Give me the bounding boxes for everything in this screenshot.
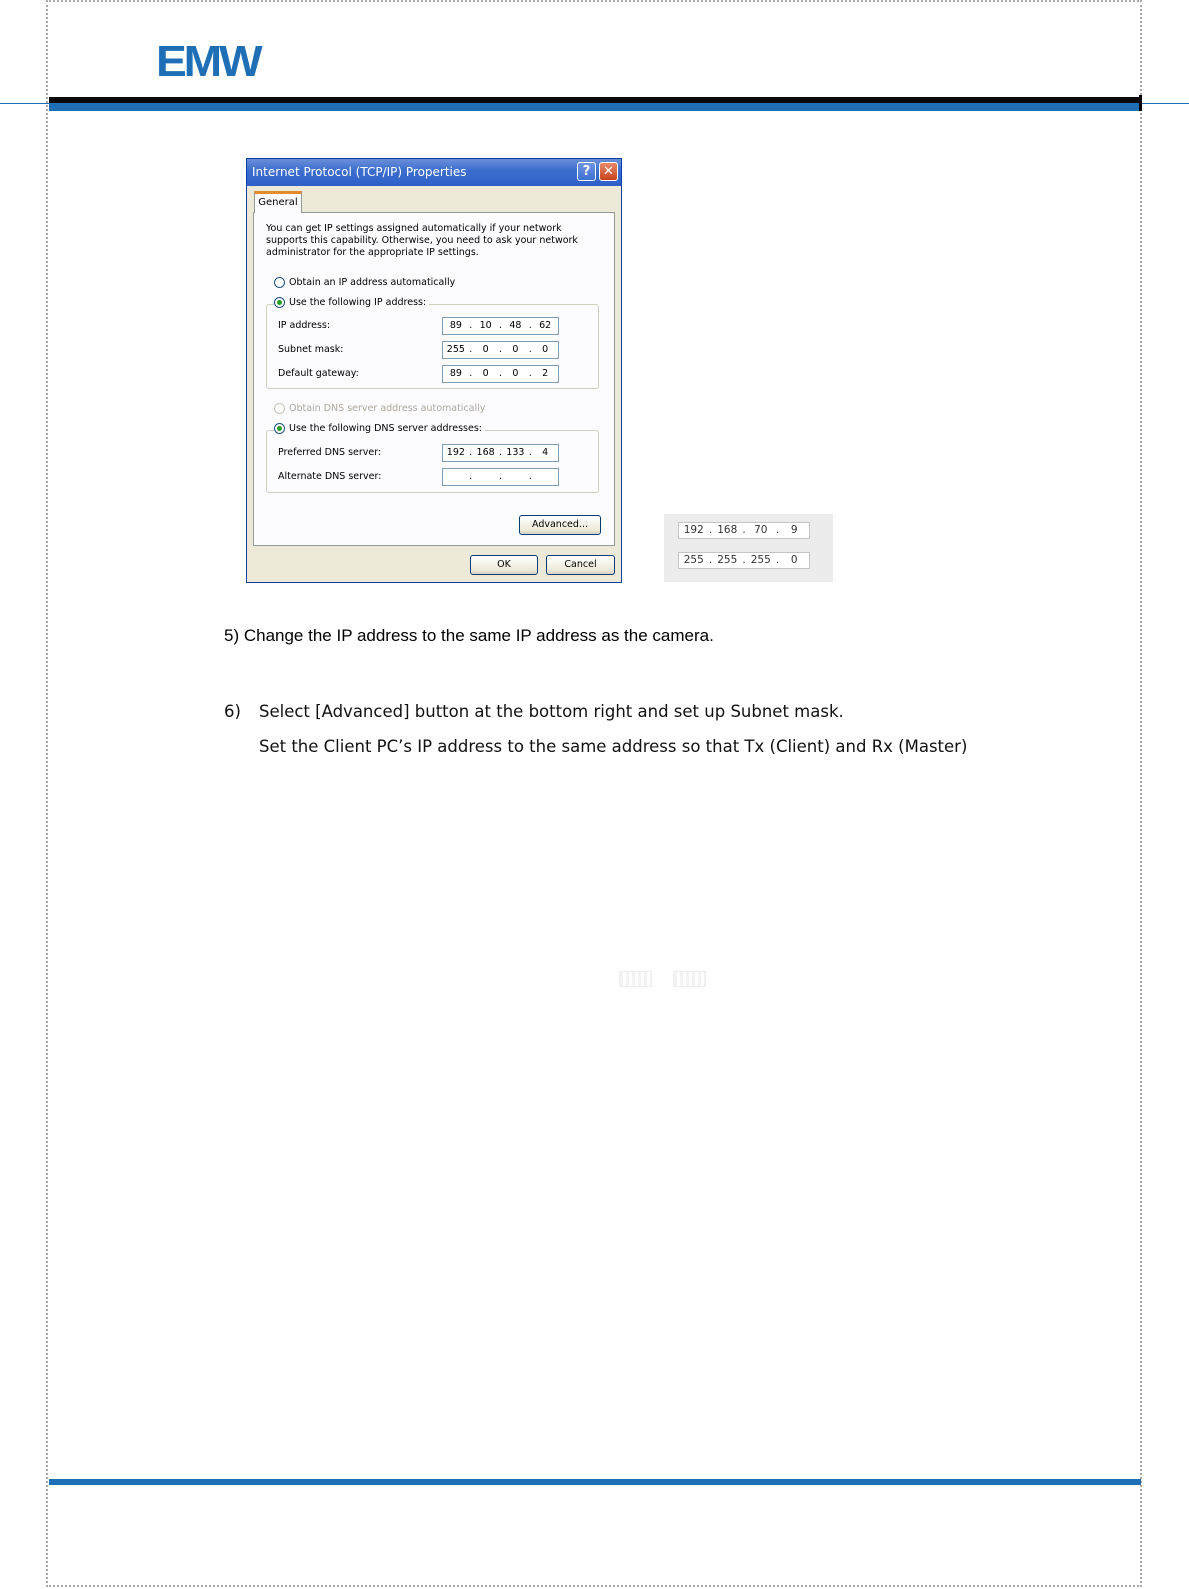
preferred-dns-input[interactable] bbox=[442, 444, 559, 462]
octet: 192 bbox=[446, 447, 465, 458]
snippet-ip-field bbox=[678, 522, 810, 539]
octet-dot: . bbox=[775, 554, 780, 566]
octet-dot: . bbox=[469, 320, 473, 331]
header-bar-blue bbox=[49, 103, 1141, 111]
dialog-title: Internet Protocol (TCP/IP) Properties bbox=[252, 165, 467, 179]
octet: 4 bbox=[542, 447, 549, 458]
octet-dot: . bbox=[708, 554, 713, 566]
octet: 133 bbox=[506, 447, 525, 458]
octet bbox=[443, 469, 469, 485]
radio-auto-dns-label: Obtain DNS server address automatically bbox=[289, 403, 486, 414]
octet: 0 bbox=[790, 554, 798, 566]
radio-manual-ip[interactable] bbox=[274, 297, 429, 308]
header-bar-black bbox=[49, 97, 1141, 103]
default-gateway-label: Default gateway: bbox=[278, 368, 359, 379]
octet: 62 bbox=[539, 320, 552, 331]
octet: 0 bbox=[512, 344, 519, 355]
octet-dot: . bbox=[498, 471, 503, 482]
octet-dot: . bbox=[498, 344, 503, 355]
ip-address-label: IP address: bbox=[278, 320, 331, 331]
octet-dot: . bbox=[742, 554, 746, 566]
advanced-button[interactable]: Advanced... bbox=[519, 515, 601, 535]
octet-dot: . bbox=[469, 344, 473, 355]
octet: 255 bbox=[446, 344, 465, 355]
octet: 168 bbox=[717, 524, 738, 536]
octet-dot: . bbox=[498, 447, 503, 458]
octet: 2 bbox=[542, 368, 549, 379]
octet: 0 bbox=[512, 368, 519, 379]
radio-disabled-icon bbox=[274, 403, 285, 414]
octet: 168 bbox=[476, 447, 495, 458]
step-6-block bbox=[224, 694, 967, 764]
radio-manual-ip-label: Use the following IP address: bbox=[289, 297, 427, 308]
cancel-button[interactable]: Cancel bbox=[546, 555, 615, 575]
radio-selected-icon bbox=[274, 297, 285, 308]
octet: 70 bbox=[754, 524, 768, 536]
tab-general[interactable]: General bbox=[254, 191, 302, 213]
faint-artifact bbox=[619, 971, 652, 987]
octet-dot: . bbox=[528, 344, 532, 355]
octet: 192 bbox=[683, 524, 704, 536]
radio-selected-icon bbox=[274, 423, 285, 434]
close-icon[interactable]: ✕ bbox=[599, 162, 618, 181]
company-logo: EMW bbox=[156, 37, 260, 86]
octet bbox=[473, 469, 499, 485]
step-5-text: 5) Change the IP address to the same IP address as the camera. bbox=[224, 626, 714, 645]
radio-auto-ip-label: Obtain an IP address automatically bbox=[289, 277, 456, 288]
octet-dot: . bbox=[469, 447, 473, 458]
footer-bar bbox=[49, 1479, 1141, 1485]
octet: 89 bbox=[449, 320, 462, 331]
subnet-mask-input[interactable] bbox=[442, 341, 559, 359]
octet: 0 bbox=[482, 368, 489, 379]
subnet-mask-label: Subnet mask: bbox=[278, 344, 344, 355]
dialog-titlebar bbox=[247, 159, 621, 186]
octet: 48 bbox=[509, 320, 522, 331]
octet: 89 bbox=[449, 368, 462, 379]
radio-manual-dns[interactable] bbox=[274, 423, 485, 434]
ok-button[interactable]: OK bbox=[470, 555, 538, 575]
dialog-intro-text: You can get IP settings assigned automatically if your network supports this capability. Otherwise, you need to ask your network administrator for the appropriate IP settings. bbox=[266, 223, 578, 258]
octet: 0 bbox=[482, 344, 489, 355]
alternate-dns-label: Alternate DNS server: bbox=[278, 471, 382, 482]
step-6-line-1: Select [Advanced] button at the bottom right and set up Subnet mask. bbox=[259, 702, 844, 721]
octet-dot: . bbox=[498, 320, 503, 331]
octet-dot: . bbox=[742, 524, 746, 536]
octet-dot: . bbox=[528, 447, 532, 458]
octet-dot: . bbox=[528, 368, 532, 379]
faint-artifact bbox=[673, 971, 706, 987]
octet-dot: . bbox=[528, 471, 532, 482]
octet: 255 bbox=[717, 554, 738, 566]
tcpip-properties-dialog bbox=[246, 158, 622, 583]
octet-dot: . bbox=[528, 320, 532, 331]
octet: 0 bbox=[542, 344, 549, 355]
octet-dot: . bbox=[775, 524, 780, 536]
radio-auto-ip[interactable] bbox=[274, 277, 455, 288]
snippet-mask-field bbox=[678, 552, 810, 569]
octet-dot: . bbox=[708, 524, 713, 536]
help-icon[interactable]: ? bbox=[577, 162, 596, 181]
header-rule-right bbox=[1140, 103, 1189, 104]
octet: 255 bbox=[750, 554, 771, 566]
ip-settings-snippet bbox=[664, 514, 833, 582]
default-gateway-input[interactable] bbox=[442, 365, 559, 383]
octet-dot: . bbox=[469, 471, 473, 482]
step-6-line-2: Set the Client PC’s IP address to the same address so that Tx (Client) and Rx (Master) bbox=[259, 737, 968, 756]
octet: 255 bbox=[683, 554, 704, 566]
octet: 9 bbox=[790, 524, 798, 536]
octet bbox=[503, 469, 529, 485]
octet: 10 bbox=[479, 320, 492, 331]
header-rule-left bbox=[0, 103, 50, 104]
radio-manual-dns-label: Use the following DNS server addresses: bbox=[289, 423, 482, 434]
header-bar-endcap bbox=[1139, 95, 1142, 111]
alternate-dns-input[interactable] bbox=[442, 468, 559, 486]
ip-address-input[interactable] bbox=[442, 317, 559, 335]
step-6-number: 6) bbox=[224, 702, 241, 721]
radio-circle-icon bbox=[274, 277, 285, 288]
octet-dot: . bbox=[498, 368, 503, 379]
radio-auto-dns[interactable] bbox=[274, 403, 485, 414]
octet-dot: . bbox=[469, 368, 473, 379]
octet bbox=[532, 469, 558, 485]
preferred-dns-label: Preferred DNS server: bbox=[278, 447, 382, 458]
